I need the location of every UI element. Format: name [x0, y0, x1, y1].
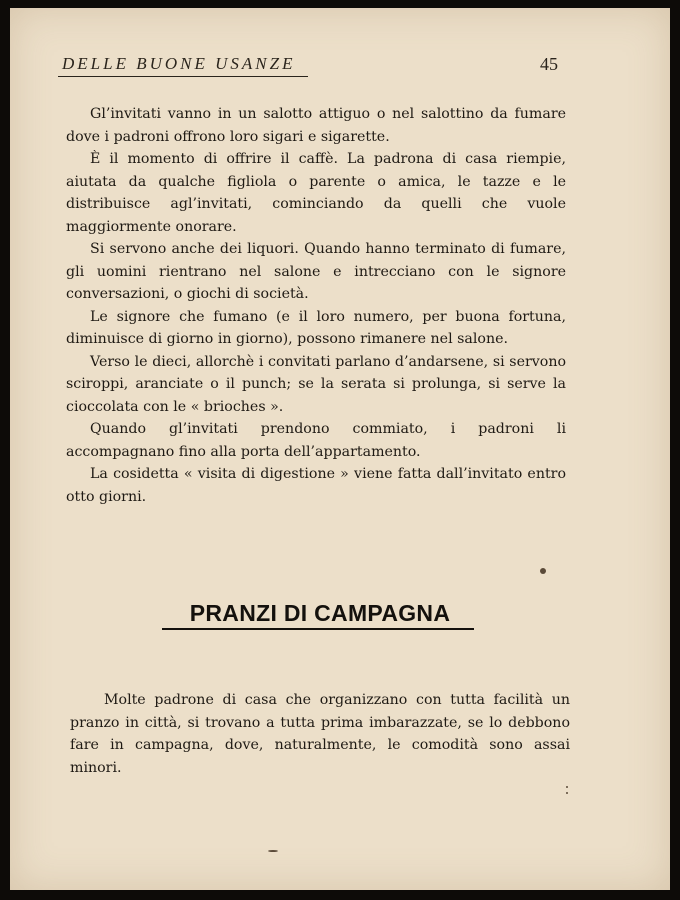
- paper-speck: [566, 786, 568, 788]
- paragraph: Le signore che fumano (e il loro numero, per buona fortuna, diminuisce di giorno in giorno), possono rimanere nel salone.: [66, 308, 566, 347]
- paragraph: Si servono anche dei liquori. Quando hanno terminato di fumare, gli uomini rientrano nel salone e intrecciano con le signore conversazioni, o giochi di società.: [66, 241, 566, 302]
- paragraph: Verso le dieci, allorchè i convitati parlano d’andarsene, si servono sciroppi, aranciate o il punch; se la serata si prolunga, si serve la cioccolata con le « brioches ».: [66, 353, 566, 415]
- paper-speck: [540, 568, 546, 574]
- section-title-underline: [162, 628, 474, 630]
- section-text: [70, 689, 570, 779]
- paragraph: Gl’invitati vanno in un salotto attiguo o nel salottino da fumare dove i padroni offrono loro sigari e sigarette.: [66, 106, 566, 145]
- paragraph: È il momento di offrire il caffè. La padrona di casa riempie, aiutata da qualche figliola o parente o amica, le tazze e le distribuisce agl’invitati, cominciando da quelli che vuole maggiormente onorare.: [66, 151, 566, 235]
- paper-speck: [566, 792, 568, 794]
- book-page: [10, 8, 670, 890]
- paragraph: Quando gl’invitati prendono commiato, i padroni li accompagnano fino alla porta dell’appartamento.: [66, 421, 566, 460]
- running-header: DELLE BUONE USANZE: [62, 54, 296, 73]
- header-underline: [58, 76, 308, 77]
- section-title: PRANZI DI CAMPAGNA: [189, 600, 451, 626]
- body-text: [66, 103, 566, 508]
- paragraph: La cosidetta « visita di digestione » viene fatta dall’invitato entro otto giorni.: [66, 466, 566, 505]
- section-paragraph: Molte padrone di casa che organizzano con tutta facilità un pranzo in città, si trovano a tutta prima imbarazzate, se lo debbono fare in campagna, dove, naturalmente, le comodità sono assai minori.: [70, 692, 570, 776]
- page-number: 45: [540, 54, 558, 74]
- paper-speck: [268, 850, 278, 852]
